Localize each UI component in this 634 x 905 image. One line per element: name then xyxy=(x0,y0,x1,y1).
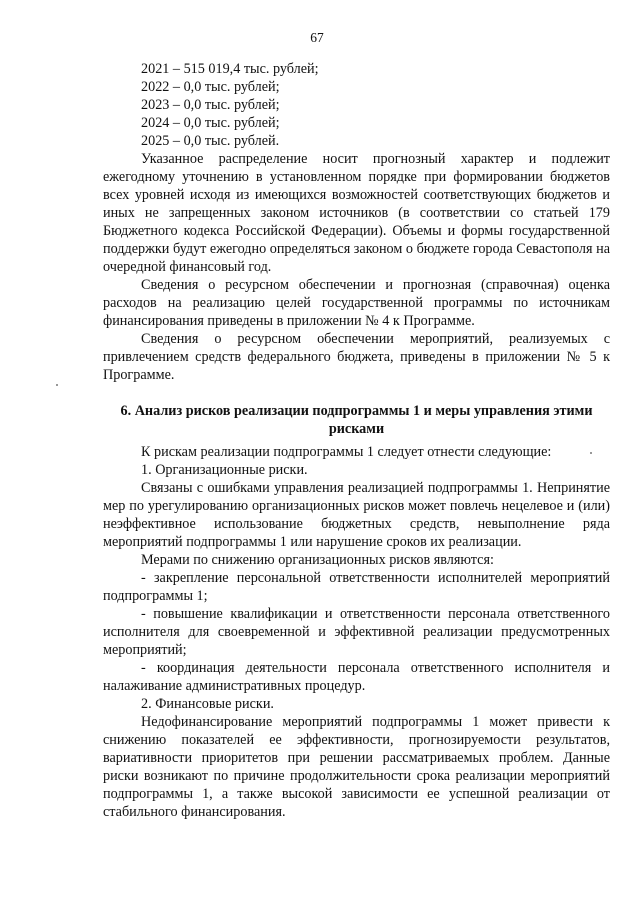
scan-artifact xyxy=(56,384,58,386)
budget-and-funding-section xyxy=(103,60,610,384)
paragraph-risks-intro: К рискам реализации подпрограммы 1 следует отнести следующие: xyxy=(141,444,552,460)
budget-line-2024: 2024 – 0,0 тыс. рублей; xyxy=(141,115,280,131)
budget-line-2025: 2025 – 0,0 тыс. рублей. xyxy=(141,133,280,149)
paragraph-financial-risks-title: 2. Финансовые риски. xyxy=(141,696,274,712)
paragraph-organizational-risks: Связаны с ошибками управления реализацией подпрограммы 1. Непринятие мер по урегулированию организационных рисков может повлечь нецелевое и (или) неэффективное использование бюджетных средств, невыполнение ряда мероприятий подпрограммы 1 или нарушение сроков их реализации. xyxy=(103,480,610,550)
list-item-measure-3: - координация деятельности персонала ответственного исполнителя и налаживание административных процедур. xyxy=(103,660,610,694)
list-item-measure-1: - закрепление персональной ответственности исполнителей мероприятий подпрограммы 1; xyxy=(103,570,610,604)
budget-line-2021: 2021 – 515 019,4 тыс. рублей; xyxy=(141,61,319,77)
risk-analysis-section xyxy=(103,443,610,821)
paragraph-financial-risks: Недофинансирование мероприятий подпрограммы 1 может привести к снижению показателей ее эффективности, прогнозируемости результатов, вариативности приоритетов при решении рассматриваемых проблем. Данные риски возникают по причине продолжительности срока реализации мероприятий подпрограммы 1, а также высокой зависимости ее успешной реализации от стабильного финансирования. xyxy=(103,714,610,820)
paragraph-measures-intro: Мерами по снижению организационных рисков являются: xyxy=(141,552,494,568)
paragraph-organizational-risks-title: 1. Организационные риски. xyxy=(141,462,308,478)
paragraph-distribution: Указанное распределение носит прогнозный характер и подлежит ежегодному уточнению в установленном порядке при формировании бюджетов всех уровней исходя из имеющихся возможностей соответствующих бюджетов и иных не запрещенных законом источников (в соответствии со статьей 179 Бюджетного кодекса Российской Федерации). Объемы и формы государственной поддержки будут ежегодно определяться законом о бюджете города Севастополя на очередной финансовый год. xyxy=(103,151,610,275)
budget-line-2023: 2023 – 0,0 тыс. рублей; xyxy=(141,97,280,113)
paragraph-federal-budget: Сведения о ресурсном обеспечении мероприятий, реализуемых с привлечением средств федерального бюджета, приведены в приложении № 5 к Программе. xyxy=(103,331,610,383)
list-item-measure-2: - повышение квалификации и ответственности персонала ответственного исполнителя для своевременной и эффективной реализации предусмотренных мероприятий; xyxy=(103,606,610,658)
section-heading: 6. Анализ рисков реализации подпрограммы 1 и меры управления этими рисками xyxy=(120,403,593,437)
budget-line-2022: 2022 – 0,0 тыс. рублей; xyxy=(141,79,280,95)
page-number: 67 xyxy=(310,30,324,45)
paragraph-resource-info: Сведения о ресурсном обеспечении и прогнозная (справочная) оценка расходов на реализацию целей государственной программы по источникам финансирования приведены в приложении № 4 к Программе. xyxy=(103,277,610,329)
scan-artifact xyxy=(590,452,592,454)
